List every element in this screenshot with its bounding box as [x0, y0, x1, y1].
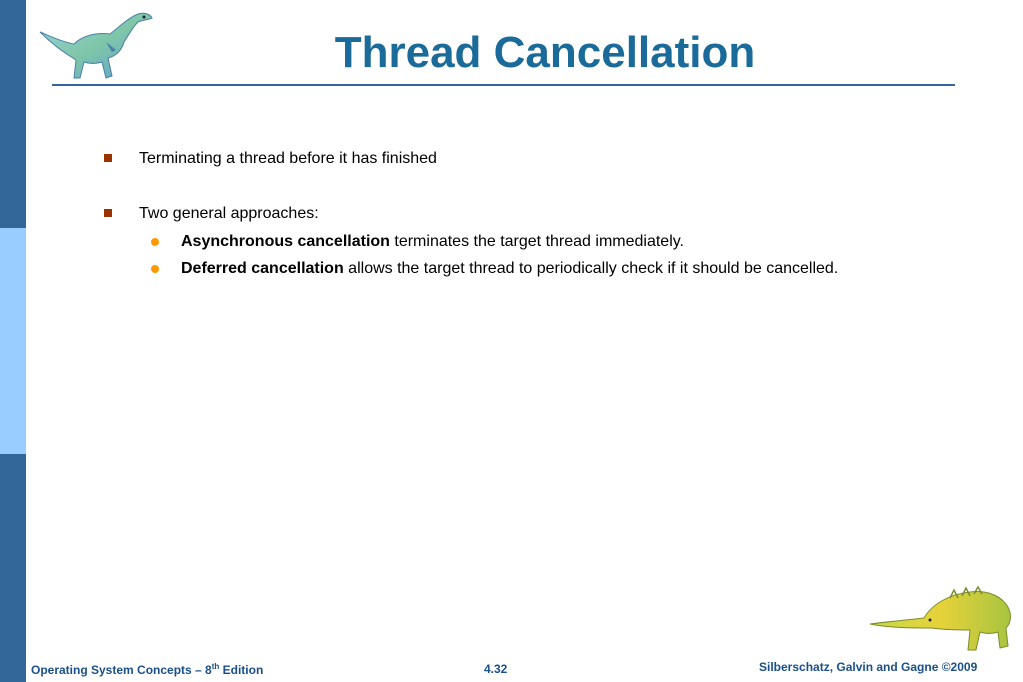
footer-book-superscript: th	[211, 662, 220, 671]
sub-bullet-text	[181, 260, 838, 278]
footer-copyright: Silberschatz, Galvin and Gagne ©2009	[759, 660, 978, 674]
footer-book-suffix: Edition	[219, 663, 264, 677]
square-bullet-icon	[104, 154, 112, 162]
square-bullet-icon	[104, 209, 112, 217]
bullet-text: Two general approaches:	[139, 205, 319, 222]
sub-bullet-description: allows the target thread to periodically check if it should be cancelled.	[343, 260, 839, 277]
sub-bullet-text	[181, 233, 684, 251]
sub-bullet-term: Asynchronous cancellation	[181, 233, 390, 250]
footer-book-prefix: Operating System Concepts – 8	[31, 663, 212, 677]
sub-bullet-term: Deferred cancellation	[181, 260, 344, 277]
dinosaur-icon	[866, 584, 1016, 656]
footer-page-number: 4.32	[484, 662, 508, 676]
round-bullet-icon	[151, 238, 159, 246]
slide-title: Thread Cancellation	[334, 28, 756, 77]
footer-book-title	[31, 662, 263, 677]
round-bullet-icon	[151, 265, 159, 273]
sub-bullet-description: terminates the target thread immediately.	[389, 233, 684, 250]
bullet-text: Terminating a thread before it has finished	[139, 150, 437, 167]
